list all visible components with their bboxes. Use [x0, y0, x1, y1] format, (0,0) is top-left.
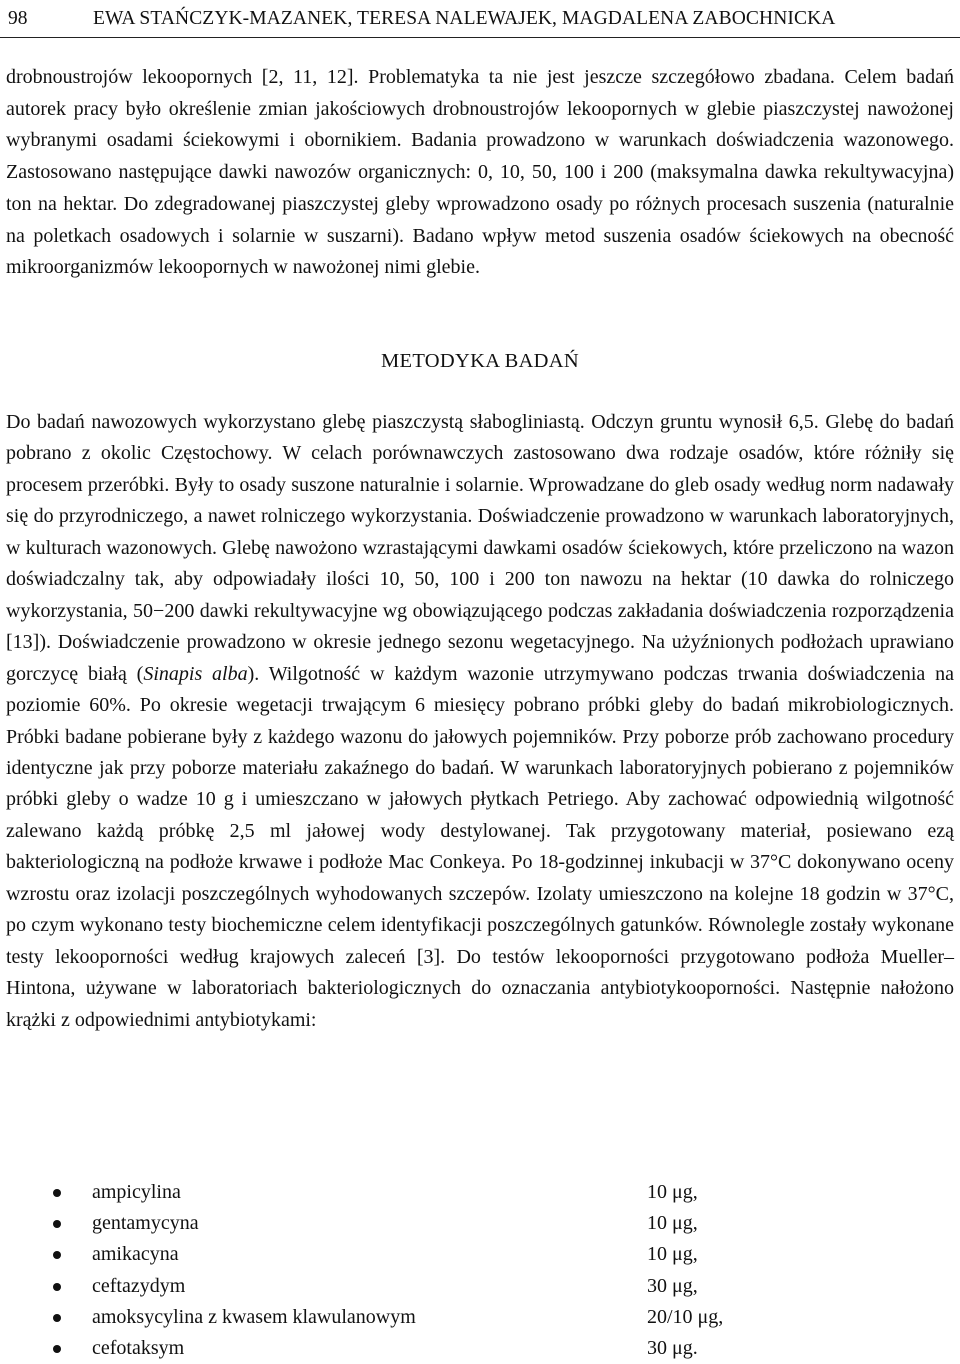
bullet-icon [53, 1345, 61, 1353]
methods-text-part1: Do badań nawozowych wykorzystano glebę piaszczystą słabogliniastą. Odczyn gruntu wynosił 6,5. Glebę do badań pobrano z okolic Częstochowy. W celach porównawczych zastosowano dwa rodzaje osadów, które różniły się procesem przeróbki. Były to osady suszone naturalnie i solarnie. Wprowadzane do gleb osady według norm nadawały się do przyrodniczego, a nawet rolniczego wykorzystania. Doświadczenie prowadzono w warunkach laboratoryjnych, w kulturach wazonowych. Glebę nawożono wzrastającymi dawkami osadów ściekowych, które przeliczono na wazon doświadczalny tak, aby odpowiadały ilości 10, 50, 100 i 200 ton nawozu na hektar (10 dawka do rolniczego wykorzystania, 50−200 dawki rekultywacyjne wg obowiązującego podczas zakładania doświadczenia rozporządzenia [13]). Doświadczenie prowadzono w okresie jednego sezonu wegetacyjnego. Na użyźnionych podłożach uprawiano gorczycę białą ( [6, 411, 954, 685]
methods-section [6, 407, 954, 1036]
list-item [0, 1177, 960, 1208]
list-item [0, 1271, 960, 1302]
bullet-icon [53, 1220, 61, 1228]
intro-paragraph: drobnoustrojów lekoopornych [2, 11, 12]. Problematyka ta nie jest jeszcze szczegółowo zbadana. Celem badań autorek pracy było określenie zmian jakościowych drobnoustrojów lekoopornych w glebie piaszczystej nawożonej wybranymi osadami ściekowymi i obornikiem. Badania prowadzono w warunkach doświadczenia wazonowego. Zastosowano następujące dawki nawozów organicznych: 0, 10, 50, 100 i 200 (maksymalna dawka rekultywacyjna) ton na hektar. Do zdegradowanej piaszczystej gleby wprowadzono osady po różnych procesach suszenia (naturalnie na poletkach osadowych i solarnie w suszarni). Badano wpływ metod suszenia osadów ściekowych na obecność mikroorganizmów lekoopornych w nawożonej nimi glebie. [6, 66, 954, 279]
antibiotic-list [0, 1177, 960, 1364]
section-title: METODYKA BADAŃ [380, 350, 579, 372]
species-name: Sinapis alba [143, 662, 248, 685]
antibiotic-name: cefotaksym [92, 1336, 185, 1359]
list-item [0, 1208, 960, 1239]
running-header-authors: EWA STAŃCZYK-MAZANEK, TERESA NALEWAJEK, MAGDALENA ZABOCHNICKA [93, 8, 836, 29]
antibiotic-name: ampicylina [92, 1181, 181, 1203]
antibiotic-dose: 10 μg, [647, 1212, 698, 1235]
bullet-icon [53, 1251, 61, 1259]
header-rule [0, 37, 960, 38]
antibiotic-dose: 10 μg, [647, 1181, 698, 1203]
intro-section [6, 62, 954, 284]
bullet-icon [53, 1283, 61, 1291]
antibiotic-dose: 20/10 μg, [647, 1305, 724, 1328]
page-number: 98 [8, 8, 28, 29]
antibiotic-dose: 30 μg. [647, 1336, 698, 1359]
antibiotic-dose: 30 μg, [647, 1274, 698, 1297]
list-item [0, 1302, 960, 1333]
bullet-icon [53, 1314, 61, 1322]
antibiotic-name: amoksycylina z kwasem klawulanowym [92, 1305, 416, 1328]
methods-text-part2: ). Wilgotność w każdym wazonie utrzymywano podczas trwania doświadczenia na poziomie 60%. Po okresie wegetacji trwającym 6 miesięcy pobrano próbki gleby do badań mikrobiologicznych. Próbki badane pobierane były z każdego wazonu do jałowych pojemników. Przy poborze prób zachowano procedury identyczne jak przy poborze materiału zakaźnego do badań. W warunkach laboratoryjnych pobierano z pojemników próbki gleby o wadze 10 g i umieszczano w jałowych płytkach Petriego. Aby zachować odpowiednią wilgotność zalewano każdą próbkę 2,5 ml jałowej wody destylowanej. Tak przygotowany materiał, posiewano ezą bakteriologiczną na podłoże krwawe i podłoże Mac Conkeya. Po 18-godzinnej inkubacji w 37°C dokonywano oceny wzrostu oraz izolacji poszczególnych wyhodowanych szczepów. Izolaty umieszczono na kolejne 18 godzin w 37°C, po czym wykonano testy biochemiczne celem identyfikacji poszczególnych gatunków. Równolegle zostały wykonane testy lekooporności według krajowych zaleceń [3]. Do testów lekooporności przygotowano podłoża Mueller–Hintona, używane w laboratoriach bakteriologicznych do oznaczania antybiotykooporności. Następnie nałożono krążki z odpowiednimi antybiotykami: [6, 662, 955, 1031]
antibiotic-name: gentamycyna [92, 1212, 199, 1235]
antibiotic-name: ceftazydym [92, 1274, 186, 1297]
antibiotic-name: amikacyna [92, 1243, 179, 1266]
bullet-icon [53, 1189, 61, 1197]
running-header [0, 0, 960, 38]
list-item [0, 1239, 960, 1270]
list-item [0, 1333, 960, 1364]
methods-paragraph [6, 407, 954, 1036]
antibiotic-dose: 10 μg, [647, 1243, 698, 1266]
